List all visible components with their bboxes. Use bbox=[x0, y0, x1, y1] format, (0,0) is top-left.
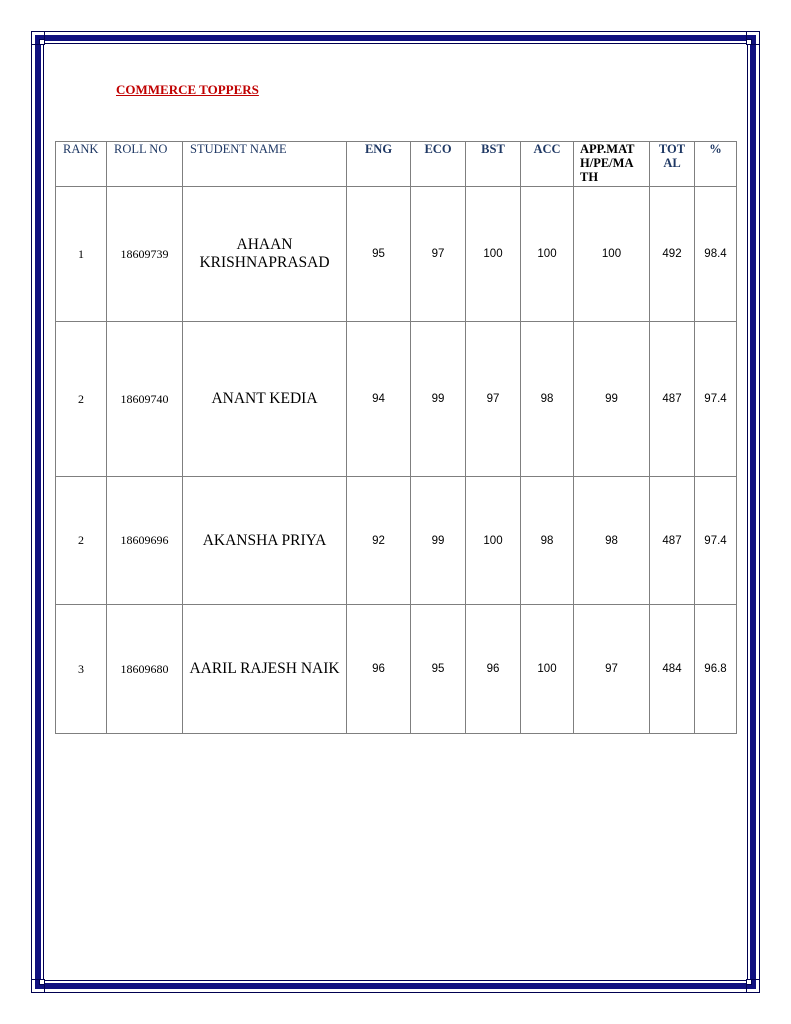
cell-acc: 100 bbox=[521, 187, 574, 322]
cell-eng: 96 bbox=[347, 605, 411, 734]
cell-total: 484 bbox=[650, 605, 695, 734]
cell-eco: 99 bbox=[411, 322, 466, 477]
cell-app-math: 98 bbox=[574, 477, 650, 605]
cell-eng: 94 bbox=[347, 322, 411, 477]
cell-percent: 96.8 bbox=[695, 605, 737, 734]
cell-bst: 100 bbox=[466, 477, 521, 605]
cell-rank: 3 bbox=[56, 605, 107, 734]
header-bst: BST bbox=[466, 142, 521, 187]
table-header-row bbox=[56, 142, 737, 187]
cell-rank: 2 bbox=[56, 477, 107, 605]
cell-eco: 95 bbox=[411, 605, 466, 734]
cell-eng: 92 bbox=[347, 477, 411, 605]
header-acc: ACC bbox=[521, 142, 574, 187]
cell-percent: 98.4 bbox=[695, 187, 737, 322]
header-eng: ENG bbox=[347, 142, 411, 187]
cell-total: 492 bbox=[650, 187, 695, 322]
table-row bbox=[56, 605, 737, 734]
cell-bst: 96 bbox=[466, 605, 521, 734]
cell-eng: 95 bbox=[347, 187, 411, 322]
header-student-name: STUDENT NAME bbox=[183, 142, 347, 187]
header-percent: % bbox=[695, 142, 737, 187]
header-roll-no: ROLL NO bbox=[107, 142, 183, 187]
cell-roll-no: 18609740 bbox=[107, 322, 183, 477]
cell-percent: 97.4 bbox=[695, 477, 737, 605]
cell-app-math: 100 bbox=[574, 187, 650, 322]
cell-student-name: AHAAN KRISHNAPRASAD bbox=[183, 187, 347, 322]
cell-rank: 2 bbox=[56, 322, 107, 477]
toppers-table bbox=[55, 141, 737, 734]
cell-acc: 98 bbox=[521, 477, 574, 605]
table-row bbox=[56, 477, 737, 605]
cell-acc: 100 bbox=[521, 605, 574, 734]
cell-percent: 97.4 bbox=[695, 322, 737, 477]
cell-bst: 97 bbox=[466, 322, 521, 477]
cell-roll-no: 18609739 bbox=[107, 187, 183, 322]
border-corner-square bbox=[39, 979, 45, 985]
border-corner-square bbox=[746, 979, 752, 985]
cell-acc: 98 bbox=[521, 322, 574, 477]
cell-app-math: 97 bbox=[574, 605, 650, 734]
page-title: COMMERCE TOPPERS bbox=[116, 82, 259, 97]
cell-eco: 97 bbox=[411, 187, 466, 322]
table-row bbox=[56, 187, 737, 322]
cell-total: 487 bbox=[650, 477, 695, 605]
cell-roll-no: 18609680 bbox=[107, 605, 183, 734]
header-total: TOT AL bbox=[650, 142, 695, 187]
cell-total: 487 bbox=[650, 322, 695, 477]
cell-student-name: AKANSHA PRIYA bbox=[183, 477, 347, 605]
cell-student-name: ANANT KEDIA bbox=[183, 322, 347, 477]
border-corner-square bbox=[39, 39, 45, 45]
cell-roll-no: 18609696 bbox=[107, 477, 183, 605]
cell-rank: 1 bbox=[56, 187, 107, 322]
cell-bst: 100 bbox=[466, 187, 521, 322]
header-rank: RANK bbox=[56, 142, 107, 187]
table-row bbox=[56, 322, 737, 477]
cell-app-math: 99 bbox=[574, 322, 650, 477]
cell-student-name: AARIL RAJESH NAIK bbox=[183, 605, 347, 734]
header-app-math: APP.MAT H/PE/MA TH bbox=[574, 142, 650, 187]
cell-eco: 99 bbox=[411, 477, 466, 605]
border-corner-square bbox=[746, 39, 752, 45]
header-eco: ECO bbox=[411, 142, 466, 187]
